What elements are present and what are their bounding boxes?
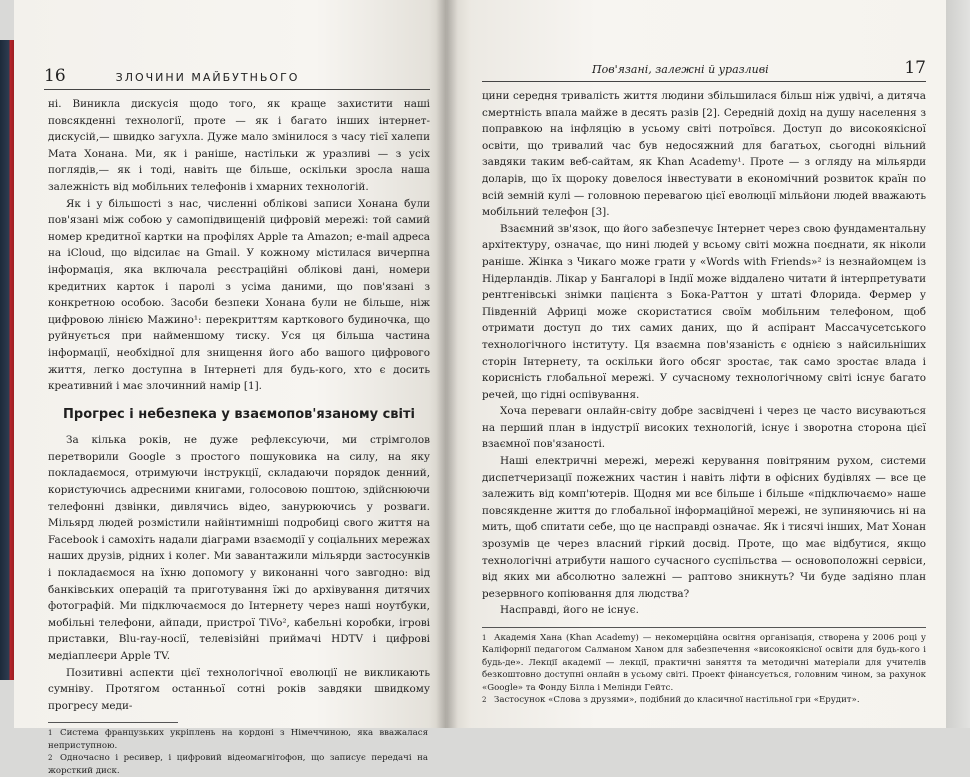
running-title-right: Пов'язані, залежні й уразливі — [592, 63, 769, 76]
paragraph: ні. Виникла дискусія щодо того, як краще захистити наші повсякденні технології, проте — як і багато інших інтернет-дискусій,— швидко загухла. Дуже мало змінилося з часу тієї халепи Мата Хонана. Ми, як і раніше, настільки ж уразливі — з усіх поглядів,— як і тоді, навіть ще більше, оскільки зросла наша залежність від мобільних телефонів і хмарних технологій. — [48, 98, 430, 193]
section-heading: Прогрес і небезпека у взаємопов'язаному світі — [63, 406, 415, 422]
paragraph: Позитивні аспекти цієї технологічної еволюції не викликають сумніву. Протягом останньої сотні років завдяки швидкому прогресу меди- — [48, 666, 430, 712]
background-edge — [946, 0, 970, 728]
page-number-left: 16 — [44, 66, 66, 86]
paragraph: Як і у більшості з нас, численні облікові записи Хонана були пов'язані між собою у самопідвищеній цифровій мережі: той самий номер кредитної картки на профілях Apple та Amazon; e-mail адреса на iCloud, що відсилає на Gmail. У кожному містилася вичерпна інформація, яка включала реєстраційні облікові дані, номери кредитних карток і паролі з усіма даними, що пов'язані з конкретною особою. Засоби безпеки Хонана були не більше, ніж цифровою лінією Мажино¹: перекриттям карткового будиночка, що руйнується при найменшому тиску. Уся ця більша частина інформації, необхідної для знищення його або вашого цифрового життя, легко доступна в Інтернеті для будь-кого, хто є досить креативний і має злочинний намір [1]. — [48, 197, 430, 393]
paragraph: Взаємний зв'язок, що його забезпечує Інтернет через свою фундаментальну архітектуру, означає, що нині людей у всьому світі можна поєднати, як ніколи раніше. Жінка з Чикаго може грати у «Words with Friends»² із незнайомцем із Нідерландів. Лікар у Бангалорі в Індії може віддалено читати й інтерпретувати рентгенівські знімки пацієнта з Бока-Раттон у штаті Флорида. Фермер у Південній Африці може скористатися своїм мобільним телефоном, щоб отримати доступ до тих самих даних, що й аспірант Массачусетського технологічного інституту. Ця взаємна пов'язаність є однією з найсильніших сторін Інтернету, та оскільки його обсяг зростає, так само зростає влада і корисність глобальної мережі. У сучасному технологічному світі існує багато речей, що гідні оспівування. — [482, 222, 926, 401]
footnote-text: Академія Хана (Khan Academy) — некомерційна освітня організація, створена у 2006 році у Каліфорнії педагогом Салманом Ханом для забезпечення «високоякісної освіти для будь-кого і будь-де». Лекції академії — лекції, практичні заняття та методичні матеріали для учителів безкоштовно доступні онлайн в усьому світі. Проект фінансується, головним чином, за рахунок «Google» та Фонду Білла і Мелінди Гейтс. — [482, 633, 926, 693]
page-number-right: 17 — [904, 58, 926, 78]
left-running-head — [44, 66, 430, 90]
running-title-left: ЗЛОЧИНИ МАЙБУТНЬОГО — [115, 71, 300, 84]
footnote-mark: 1 — [48, 729, 53, 738]
book-gutter-shadow — [436, 0, 458, 728]
footnote — [482, 694, 926, 706]
footnote — [482, 632, 926, 694]
footnote-text: Система французьких укріплень на кордоні з Німеччиною, яка вважалася неприступною. — [48, 728, 428, 751]
footnote-mark: 2 — [48, 754, 53, 763]
right-running-head — [482, 58, 926, 82]
footnote — [48, 752, 428, 777]
paragraph: Насправді, його не існує. — [500, 604, 639, 617]
paragraph: За кілька років, не дуже рефлексуючи, ми стрімголов перетворили Google з простого пошуковика на силу, на яку покладаємося, отримуючи інструкції, складаючи порядок денний, користуючись адресними книгами, голосовою поштою, здійснюючи телефонні дзвінки, дивлячись відео, занурюючись у розваги. Мільярд людей розмістили найінтимніші подробиці свого життя на Facebook і самохіть надали діаграми взаємодії у соціальних мережах наших друзів, рідних і колег. Ми завантажили мільярди застосунків і покладаємося на їхню допомогу у виконанні чого завгодно: від банківських операцій та приготування їжі до архівування дитячих фотографій. Ми підключаємося до Інтернету через наші ноутбуки, мобільні телефони, айпади, пристрої TiVo², кабельні коробки, ігрові приставки, Blu-ray-носії, телевізійні приймачі HDTV і цифрові медіаплеєри Apple TV. — [48, 434, 430, 662]
right-footnotes — [482, 627, 926, 706]
left-footnotes — [48, 722, 428, 777]
footnote — [48, 727, 428, 752]
paragraph: Хоча переваги онлайн-світу добре засвідчені і через це часто висуваються на перший план в індустрії високих технологій, існує і зворотна сторона цієї взаємної пов'язаності. — [482, 405, 926, 451]
footnote-text: Застосунок «Слова з друзями», подібний до класичної настільної гри «Ерудит». — [494, 695, 860, 706]
footnote-mark: 2 — [482, 696, 487, 705]
footnote-mark: 1 — [482, 634, 487, 642]
right-page — [446, 0, 946, 728]
paragraph: Наші електричні мережі, мережі керування повітряним рухом, системи диспетчеризації пожежних частин і навіть ліфти в офісних будівлях — все це залежить від комп'ютерів. Щодня ми все більше і більше «підключаємо» наше повсякденне життя до глобальної інформаційної мережі, не зупиняючись ні на мить, щоб спитати себе, що це насправді означає. Як і тисячі інших, Мат Хонан зрозумів це через власний гіркий досвід. Проте, що має відбутися, якщо технологічні атрибути нашого сучасного суспільства — основоположні сервіси, від яких ми абсолютно залежні — раптово зникнуть? Чи буде задіяно план резервного копіювання для людства? — [482, 455, 926, 600]
left-page — [14, 0, 446, 776]
paragraph: цини середня тривалість життя людини збільшилася більш ніж удвічі, а дитяча смертність впала майже в десять разів [2]. Середній дохід на душу населення з поправкою на інфляцію в усьому світі потроївся. Доступ до високоякісної освіти, що тривалий час був недосяжний для багатьох, сьогодні вільний завдяки таким веб-сайтам, як Khan Academy¹. Проте — з огляду на мільярди доларів, що їх щороку довелося інвестувати в економічний розвиток країн по всій земній кулі — головною перевагою цієї еволюції мільйони людей вважають мобільний телефон [3]. — [482, 90, 926, 219]
footnote-text: Одночасно і ресивер, і цифровий відеомагнітофон, що записує передачі на жорсткий диск. — [48, 753, 428, 776]
right-body-text — [482, 88, 926, 619]
left-body-text — [48, 96, 430, 714]
